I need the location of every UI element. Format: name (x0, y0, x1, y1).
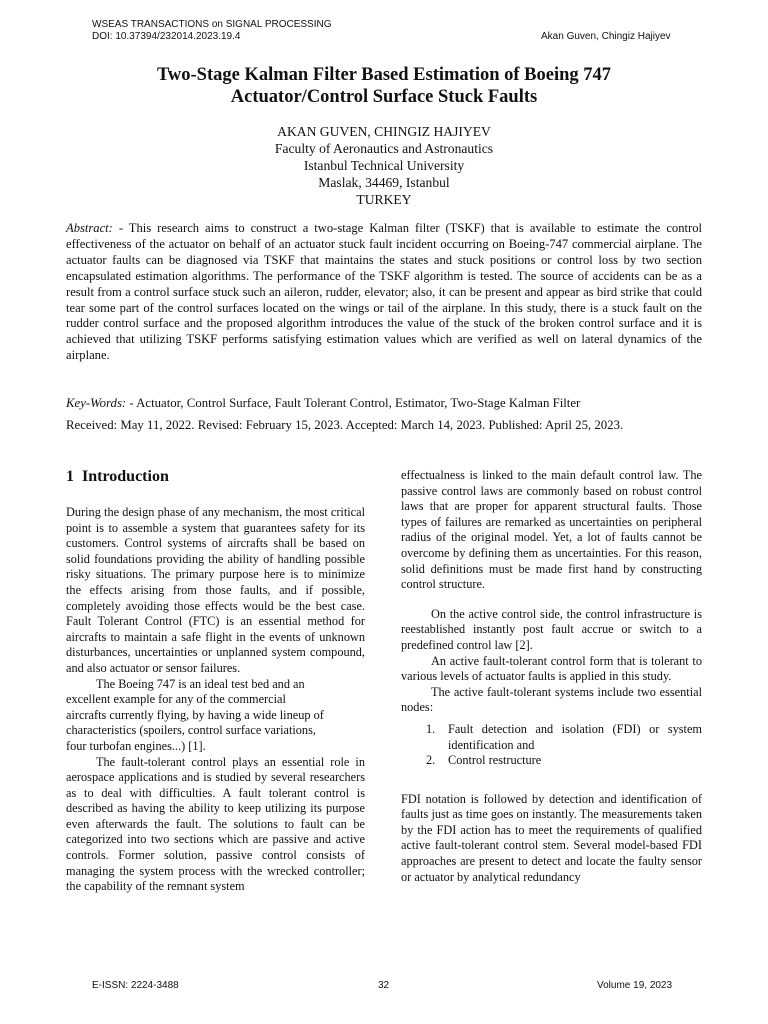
left-column (66, 467, 365, 895)
list-text: Fault detection and isolation (FDI) or system identification and (448, 721, 702, 752)
footer-volume: Volume 19, 2023 (597, 980, 673, 991)
intro-p2-line-1: The Boeing 747 is an ideal test bed and an (96, 676, 305, 691)
section-number: 1 (66, 468, 74, 485)
title-line-1: Two-Stage Kalman Filter Based Estimation of Boeing 747 (156, 65, 612, 85)
intro-paragraph-3: The fault-tolerant control plays an essential role in aerospace applications and is studied by several researchers as to deal with difficulties. A fault tolerant control is described as having the ability to keep utilizing its purpose even afterwards the fault. The solutions to fault can be categorized into two sections which are passive and active controls. Former solution, passive control consists of managing the system process with the wrecked controller; the capability of the remnant system (66, 754, 365, 894)
affiliation-country: TURKEY (356, 192, 412, 207)
paper-title (70, 64, 698, 108)
footer-issn: E-ISSN: 2224-3488 (92, 980, 179, 991)
abstract (66, 221, 702, 364)
intro-p2-line-2: excellent example for any of the commercial (66, 692, 286, 707)
keywords-text: Actuator, Control Surface, Fault Tolerant Control, Estimator, Two-Stage Kalman Filter (133, 396, 581, 410)
affiliation-faculty: Faculty of Aeronautics and Astronautics (274, 141, 494, 156)
list-item (401, 753, 702, 769)
right-paragraph-3: An active fault-tolerant control form that is tolerant to various levels of actuator faults is applied in this study. (401, 653, 702, 684)
abstract-text: This research aims to construct a two-stage Kalman filter (TSKF) that is available to estimate the control effectiveness of the actuator on behalf of an actuator stuck fault incident occurring on Boeing-747 commercial airplane. The actuator faults can be diagnosed via TSKF that maintains the states and stuck positions or control loss by two section encapsulated estimation algorithms. The performance of the TSKF algorithm is tested. The source of accidents can be as a result from a control surface stuck such an aileron, rudder, elevator; also, it can be present and appear as bird strike that could tear some part of the control surfaces located on the wings or tail of the airplane. In this study, there is a stuck fault on the rudder control surface and the proposed algorithm introduces the value of the stuck of the broken control surface and it is achieved that utilizing TSKF performs satisfying estimation values which are verified as well on lateral dynamics of the airplane. (66, 221, 703, 363)
header-authors: Akan Guven, Chingiz Hajiyev (541, 31, 671, 42)
paragraph-gap (401, 593, 702, 607)
node-list (401, 722, 702, 769)
intro-p2-line-3: aircrafts currently flying, by having a wide lineup of (66, 707, 324, 722)
affiliation-address: Maslak, 34469, Istanbul (318, 175, 450, 190)
list-number: 1. (426, 721, 436, 736)
publication-dates: Received: May 11, 2022. Revised: February 15, 2023. Accepted: March 14, 2023. Published: April 25, 2023. (66, 418, 624, 432)
list-text: Control restructure (448, 753, 542, 768)
keywords (66, 395, 702, 411)
keywords-label: Key-Words: - (66, 396, 134, 410)
right-paragraph-5: FDI notation is followed by detection and identification of faults just as time goes on instantly. The measurements taken by the FDI action has to meet the requirements of qualified active fault-tolerant control stem. Several model-based FDI approaches are present to detect and locate the faulty sensor or actuator by analytical redundancy (401, 791, 702, 884)
section-heading (66, 467, 365, 487)
intro-p2-line-5: four turbofan engines...) [1]. (66, 738, 206, 753)
author-names: AKAN GUVEN, CHINGIZ HAJIYEV (277, 124, 491, 139)
journal-name: WSEAS TRANSACTIONS on SIGNAL PROCESSING (92, 19, 332, 30)
right-paragraph-2: On the active control side, the control infrastructure is reestablished instantly post fault accrue or switch to a predefined control law [2]. (401, 606, 702, 652)
doi: DOI: 10.37394/232014.2023.19.4 (92, 31, 241, 42)
section-title: Introduction (82, 468, 169, 485)
right-paragraph-4: The active fault-tolerant systems include two essential nodes: (401, 684, 702, 715)
title-line-2: Actuator/Control Surface Stuck Faults (230, 87, 538, 107)
intro-p2-line-4: characteristics (spoilers, control surface variations, (66, 723, 316, 738)
intro-paragraph-1: During the design phase of any mechanism, the most critical point is to assemble a system that guarantees safety for its customers. Control systems of aircrafts shall be based on solid foundations providing the ability of handling possible risky situations. The primary purpose here is to minimize the effects arising from those faults, and if possible, completely avoiding those effects would be the best case. Fault Tolerant Control (FTC) is an essential method for aircrafts to maintain a safe flight in the events of unknown disturbances, uncertainties or unplanned system compound, and also actuator or sensor failures. (66, 505, 365, 675)
affiliation-university: Istanbul Technical University (303, 158, 465, 173)
right-paragraph-1: effectualness is linked to the main default control law. The passive control laws are commonly based on robust control laws that are proper for apparent structural faults. Those types of failures are remarked as uncertainties on peripheral radius of the original model. Yet, a lot of faults cannot be overcome by defining them as uncertainties. For this reason, solid definitions must be made first hand by constructing control structure. (401, 468, 702, 592)
abstract-label: Abstract: - (66, 221, 124, 235)
list-item (401, 722, 702, 753)
page-number: 32 (378, 980, 390, 991)
paragraph-gap (401, 779, 702, 792)
right-column (401, 468, 702, 885)
list-number: 2. (426, 753, 436, 768)
author-block (70, 123, 698, 208)
intro-paragraph-2 (66, 677, 365, 755)
